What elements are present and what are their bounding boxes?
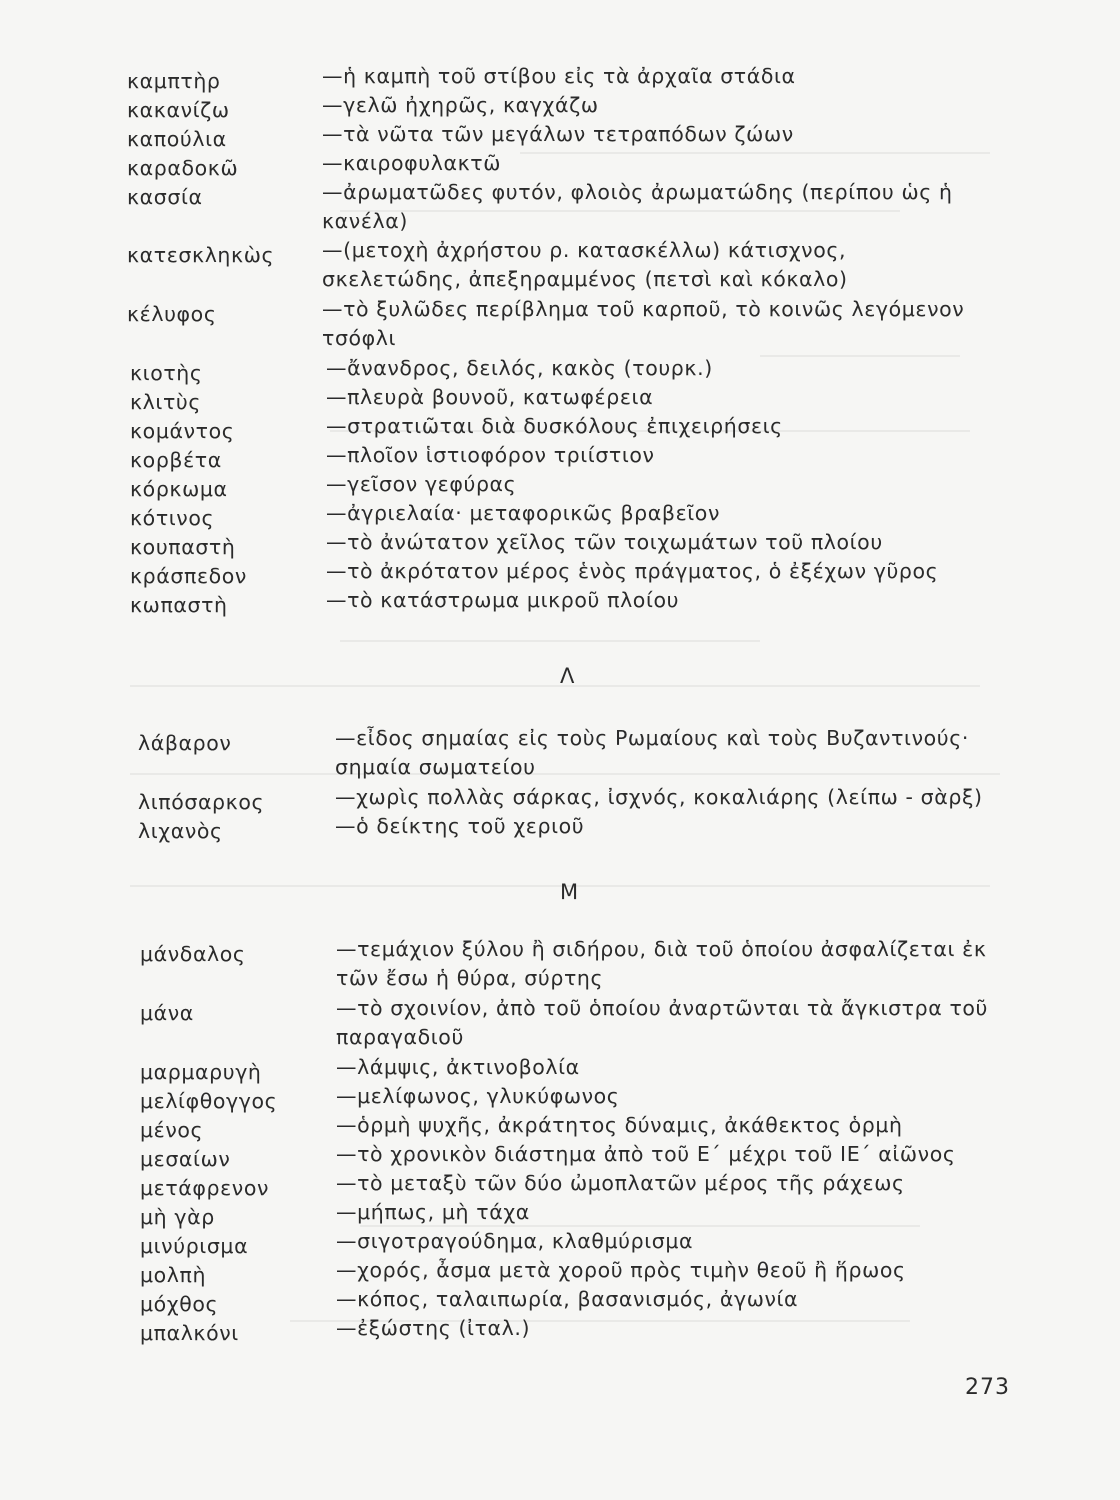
entry-definition: —τὸ μεταξὺ τῶν δύο ὠμοπλατῶν μέρος τῆς ράχεως bbox=[336, 1171, 905, 1195]
entry-definition: —ἀγριελαία· μεταφορικῶς βραβεῖον bbox=[326, 501, 720, 525]
entry-term: μινύρισμα bbox=[140, 1234, 249, 1258]
entry-term: κομάντος bbox=[130, 419, 235, 443]
entry-definition: —μελίφωνος, γλυκύφωνος bbox=[336, 1084, 620, 1108]
entry-term: μελίφθογγος bbox=[140, 1089, 278, 1113]
entry-row bbox=[0, 354, 1120, 383]
section-heading-mu: Μ bbox=[560, 880, 580, 904]
entry-definition: —εἶδος σημαίας εἰς τοὺς Ρωμαίους καὶ τοὺς Βυζαντινούς· σημαία σωματείου bbox=[335, 726, 969, 779]
entry-term: κόρκωμα bbox=[130, 477, 228, 501]
entry-definition: —καιροφυλακτῶ bbox=[322, 151, 502, 175]
entry-term: κιοτὴς bbox=[130, 361, 203, 385]
entry-term: μόχθος bbox=[140, 1292, 219, 1316]
entry-term: κλιτὺς bbox=[130, 390, 201, 414]
entry-row bbox=[0, 783, 1120, 812]
entry-row bbox=[0, 1227, 1120, 1256]
page-number: 273 bbox=[965, 1375, 1010, 1400]
entry-row bbox=[0, 120, 1120, 149]
entry-term: λιπόσαρκος bbox=[138, 790, 265, 814]
entry-term: λιχανὸς bbox=[138, 819, 223, 843]
entry-row bbox=[0, 724, 1120, 783]
entry-definition: —χωρὶς πολλὰς σάρκας, ἰσχνός, κοκαλιάρης (λείπω - σὰρξ) bbox=[335, 785, 983, 809]
entry-term: μὴ γὰρ bbox=[140, 1205, 215, 1229]
entry-term: κακανίζω bbox=[127, 98, 230, 122]
entry-term: μαρμαρυγὴ bbox=[140, 1060, 262, 1084]
entry-row bbox=[0, 1314, 1120, 1343]
entry-definition: —χορός, ἆσμα μετὰ χοροῦ πρὸς τιμὴν θεοῦ ἢ ἥρωος bbox=[336, 1258, 906, 1282]
entry-term: λάβαρον bbox=[138, 731, 232, 755]
entry-term: κουπαστὴ bbox=[130, 535, 236, 559]
entry-definition: —ἀρωματῶδες φυτόν, φλοιὸς ἀρωματώδης (περίπου ὡς ἡ κανέλα) bbox=[322, 180, 953, 233]
entry-row bbox=[0, 994, 1120, 1053]
entry-definition: —τὸ κατάστρωμα μικροῦ πλοίου bbox=[326, 588, 680, 612]
entry-definition: —πλοῖον ἱστιοφόρον τριίστιον bbox=[326, 443, 655, 467]
entry-definition: —(μετοχὴ ἀχρήστου ρ. κατασκέλλω) κάτισχνος, σκελετώδης, ἀπεξηραμμένος (πετσὶ καὶ κόκαλο) bbox=[322, 238, 848, 291]
entry-row bbox=[0, 295, 1120, 354]
entry-term: κατεσκληκὼς bbox=[127, 243, 275, 267]
entry-definition: —μήπως, μὴ τάχα bbox=[336, 1200, 530, 1224]
entry-row bbox=[0, 1053, 1120, 1082]
entry-row bbox=[0, 62, 1120, 91]
section-lambda bbox=[0, 724, 1120, 841]
entry-definition: —ὁρμὴ ψυχῆς, ἀκράτητος δύναμις, ἀκάθεκτος ὁρμὴ bbox=[336, 1113, 903, 1137]
entry-definition: —τὸ σχοινίον, ἀπὸ τοῦ ὁποίου ἀναρτῶνται τὰ ἄγκιστρα τοῦ παραγαδιοῦ bbox=[336, 996, 989, 1049]
entry-row bbox=[0, 499, 1120, 528]
entry-term: μεσαίων bbox=[140, 1147, 231, 1171]
entry-term: κορβέτα bbox=[130, 448, 222, 472]
entry-row bbox=[0, 91, 1120, 120]
entry-definition: —λάμψις, ἀκτινοβολία bbox=[336, 1055, 580, 1079]
entry-row bbox=[0, 1198, 1120, 1227]
entry-row bbox=[0, 557, 1120, 586]
entry-definition: —τὸ ἀνώτατον χεῖλος τῶν τοιχωμάτων τοῦ πλοίου bbox=[326, 530, 883, 554]
entry-term: κράσπεδον bbox=[130, 564, 247, 588]
entry-definition: —τὸ χρονικὸν διάστημα ἀπὸ τοῦ Ε΄ μέχρι τοῦ ΙΕ΄ αἰῶνος bbox=[336, 1142, 956, 1166]
entry-definition: —τὰ νῶτα τῶν μεγάλων τετραπόδων ζώων bbox=[322, 122, 794, 146]
entry-term: κασσία bbox=[127, 185, 203, 209]
entry-row bbox=[0, 528, 1120, 557]
entry-definition: —γεῖσον γεφύρας bbox=[326, 472, 517, 496]
entry-row bbox=[0, 1256, 1120, 1285]
section-mu bbox=[0, 935, 1120, 1343]
entry-definition: —στρατιῶται διὰ δυσκόλους ἐπιχειρήσεις bbox=[326, 414, 783, 438]
entry-term: καραδοκῶ bbox=[127, 156, 239, 180]
entry-row bbox=[0, 1111, 1120, 1140]
section-heading-lambda: Λ bbox=[560, 664, 576, 688]
entry-definition: —τὸ ἀκρότατον μέρος ἑνὸς πράγματος, ὁ ἐξέχων γῦρος bbox=[326, 559, 939, 583]
entry-term: κέλυφος bbox=[127, 302, 217, 326]
entry-term: μάνδαλος bbox=[140, 942, 246, 966]
entry-row bbox=[0, 470, 1120, 499]
entry-definition: —σιγοτραγούδημα, κλαθμύρισμα bbox=[336, 1229, 694, 1253]
entry-row bbox=[0, 178, 1120, 236]
entry-term: κότινος bbox=[130, 506, 215, 530]
entry-row bbox=[0, 1169, 1120, 1198]
entry-term: μολπὴ bbox=[140, 1263, 207, 1287]
entry-definition: —ὁ δείκτης τοῦ χεριοῦ bbox=[335, 814, 585, 838]
entry-row bbox=[0, 1285, 1120, 1314]
entry-row bbox=[0, 149, 1120, 178]
entry-row bbox=[0, 812, 1120, 841]
entry-row bbox=[0, 935, 1120, 994]
entry-term: καμπτὴρ bbox=[127, 69, 221, 93]
entry-term: μάνα bbox=[140, 1001, 194, 1025]
entry-row bbox=[0, 586, 1120, 615]
entry-row bbox=[0, 1082, 1120, 1111]
entry-definition: —τὸ ξυλῶδες περίβλημα τοῦ καρποῦ, τὸ κοινῶς λεγόμενον τσόφλι bbox=[322, 297, 965, 350]
entry-term: μένος bbox=[140, 1118, 204, 1142]
entry-row bbox=[0, 236, 1120, 295]
entry-row bbox=[0, 412, 1120, 441]
entry-definition: —γελῶ ἠχηρῶς, καγχάζω bbox=[322, 93, 599, 117]
entry-definition: —τεμάχιον ξύλου ἢ σιδήρου, διὰ τοῦ ὁποίου ἀσφαλίζεται ἐκ τῶν ἔσω ἡ θύρα, σύρτης bbox=[336, 937, 987, 990]
entry-row bbox=[0, 441, 1120, 470]
entry-row bbox=[0, 383, 1120, 412]
entry-row bbox=[0, 1140, 1120, 1169]
section-kappa bbox=[0, 62, 1120, 615]
entry-definition: —πλευρὰ βουνοῦ, κατωφέρεια bbox=[326, 385, 654, 409]
entry-term: μπαλκόνι bbox=[140, 1321, 239, 1345]
entry-definition: —ἄνανδρος, δειλός, κακὸς (τουρκ.) bbox=[326, 356, 713, 380]
entry-term: καπούλια bbox=[127, 127, 227, 151]
entry-term: μετάφρενον bbox=[140, 1176, 270, 1200]
entry-definition: —κόπος, ταλαιπωρία, βασανισμός, ἀγωνία bbox=[336, 1287, 799, 1311]
entry-definition: —ἐξώστης (ἰταλ.) bbox=[336, 1316, 531, 1340]
entry-term: κωπαστὴ bbox=[130, 593, 228, 617]
entry-definition: —ἡ καμπὴ τοῦ στίβου εἰς τὰ ἀρχαῖα στάδια bbox=[322, 64, 796, 88]
